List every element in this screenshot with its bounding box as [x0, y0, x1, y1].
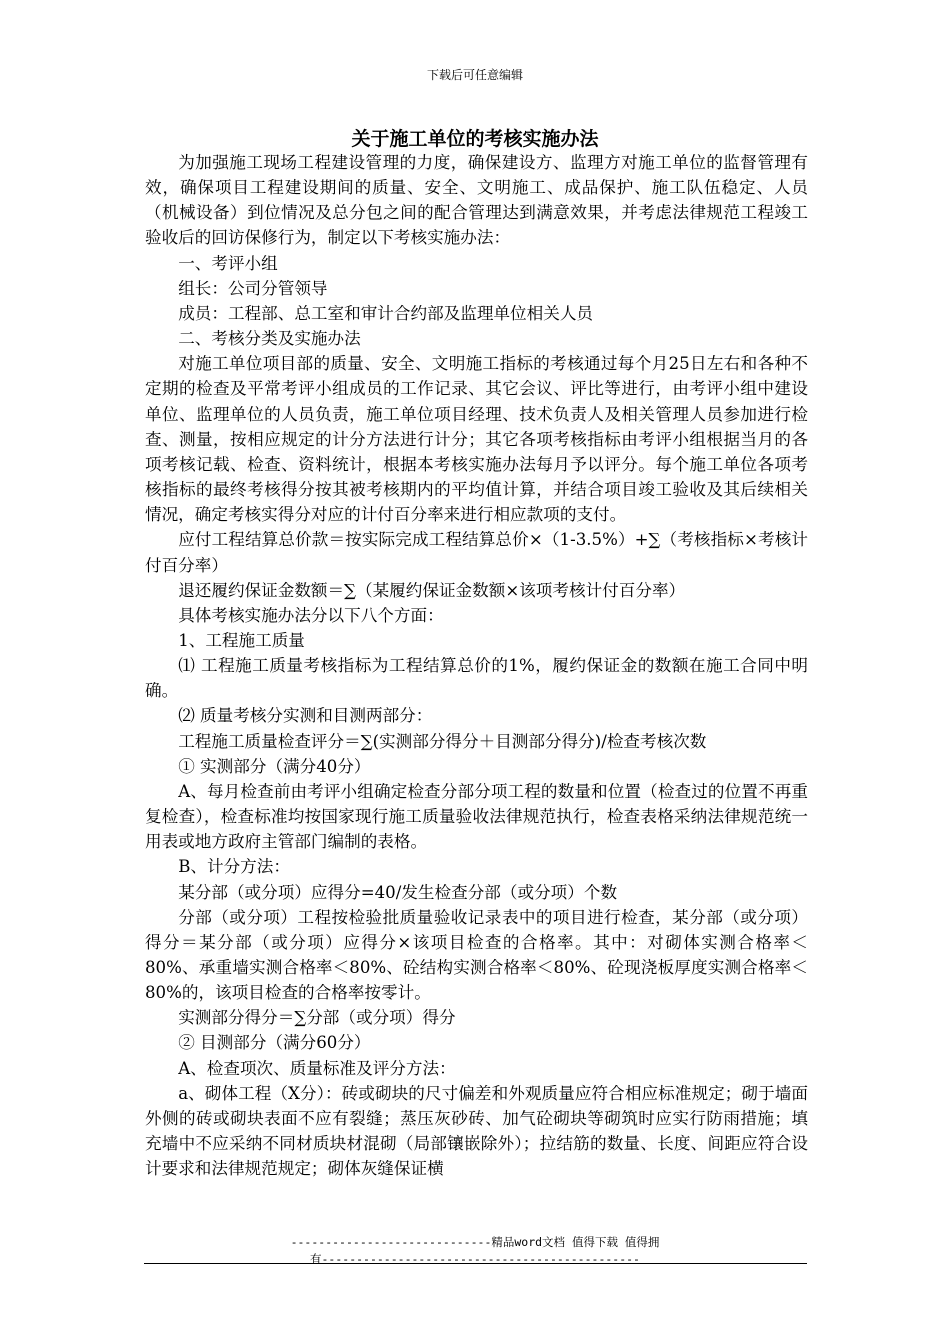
paragraph: ⑴ 工程施工质量考核指标为工程结算总价的1%，履约保证金的数额在施工合同中明确。 [145, 656, 808, 701]
formula-paragraph: 退还履约保证金数额＝∑（某履约保证金数额×该项考核计付百分率） [178, 580, 686, 600]
paragraph: A、检查项次、质量标准及评分方法： [178, 1058, 456, 1078]
footer-divider [144, 1263, 807, 1264]
document-title: 关于施工单位的考核实施办法 [351, 128, 599, 150]
footer-line-1: -----------------------------精品word文档 值得下载 值得拥 [290, 1235, 660, 1249]
section-heading: 二、考核分类及实施办法 [178, 329, 361, 349]
paragraph: A、每月检查前由考评小组确定检查分部分项工程的数量和位置（检查过的位置不再重复检查），检查标准均按国家现行施工质量验收法律规范执行，检查表格采纳法律规范统一用表或地方政府主管部门编制的表格。 [145, 781, 808, 852]
formula-paragraph: 工程施工质量检查评分＝∑(实测部分得分＋目测部分得分)/检查考核次数 [178, 731, 707, 751]
paragraph: a、砌体工程（X分）：砖或砌块的尺寸偏差和外观质量应符合相应标准规定；砌于墙面外侧的砖或砌块表面不应有裂缝；蒸压灰砂砖、加气砼砌块等砌筑时应实行防雨措施；填充墙中不应采纳不同材质块材混砌（局部镶嵌除外）；拉结筋的数量、长度、间距应符合设计要求和法律规范规定；砌体灰缝保证横 [145, 1083, 808, 1179]
section-heading: 1、工程施工质量 [178, 630, 305, 650]
paragraph: 分部（或分项）工程按检验批质量验收记录表中的项目进行检查，某分部（或分项）得分＝某分部（或分项）应得分×该项目检查的合格率。其中：对砌体实测合格率＜80%、承重墙实测合格率＜80%、砼结构实测合格率＜80%、砼现浇板厚度实测合格率＜80%的，该项目检查的合格率按零计。 [145, 907, 808, 1003]
paragraph: ⑵ 质量考核分实测和目测两部分： [178, 706, 433, 726]
document-body [145, 150, 808, 1181]
footer-line-2: 有---------------------------------------------- [310, 1252, 640, 1266]
page-header: 下载后可任意编辑 [426, 68, 523, 82]
paragraph: ② 目测部分（满分60分） [178, 1033, 371, 1053]
paragraph: 组长：公司分管领导 [178, 278, 328, 298]
paragraph: B、计分方法： [178, 857, 290, 877]
formula-paragraph: 某分部（或分项）应得分=40/发生检查分部（或分项）个数 [178, 882, 618, 902]
paragraph: 为加强施工现场工程建设管理的力度，确保建设方、监理方对施工单位的监督管理有效，确保项目工程建设期间的质量、安全、文明施工、成品保护、施工队伍稳定、人员（机械设备）到位情况及总分包之间的配合管理达到满意效果，并考虑法律规范工程竣工验收后的回访保修行为，制定以下考核实施办法： [145, 153, 808, 248]
paragraph: ① 实测部分（满分40分） [178, 756, 371, 776]
paragraph: 成员：工程部、总工室和审计合约部及监理单位相关人员 [178, 303, 594, 323]
formula-paragraph: 实测部分得分＝∑分部（或分项）得分 [178, 1008, 456, 1028]
paragraph: 对施工单位项目部的质量、安全、文明施工指标的考核通过每个月25日左右和各种不定期的检查及平常考评小组成员的工作记录、其它会议、评比等进行，由考评小组中建设单位、监理单位的人员负责，施工单位项目经理、技术负责人及相关管理人员参加进行检查、测量，按相应规定的计分方法进行计分；其它各项考核指标由考评小组根据当月的各项考核记载、检查、资料统计，根据本考核实施办法每月予以评分。每个施工单位各项考核指标的最终考核得分按其被考核期内的平均值计算，并结合项目竣工验收及其后续相关情况，确定考核实得分对应的计付百分率来进行相应款项的支付。 [145, 354, 808, 525]
formula-paragraph: 应付工程结算总价款＝按实际完成工程结算总价×（1-3.5%）+∑（考核指标×考核计付百分率） [145, 530, 808, 575]
section-heading: 一、考评小组 [178, 253, 278, 273]
paragraph: 具体考核实施办法分以下八个方面： [178, 605, 444, 625]
